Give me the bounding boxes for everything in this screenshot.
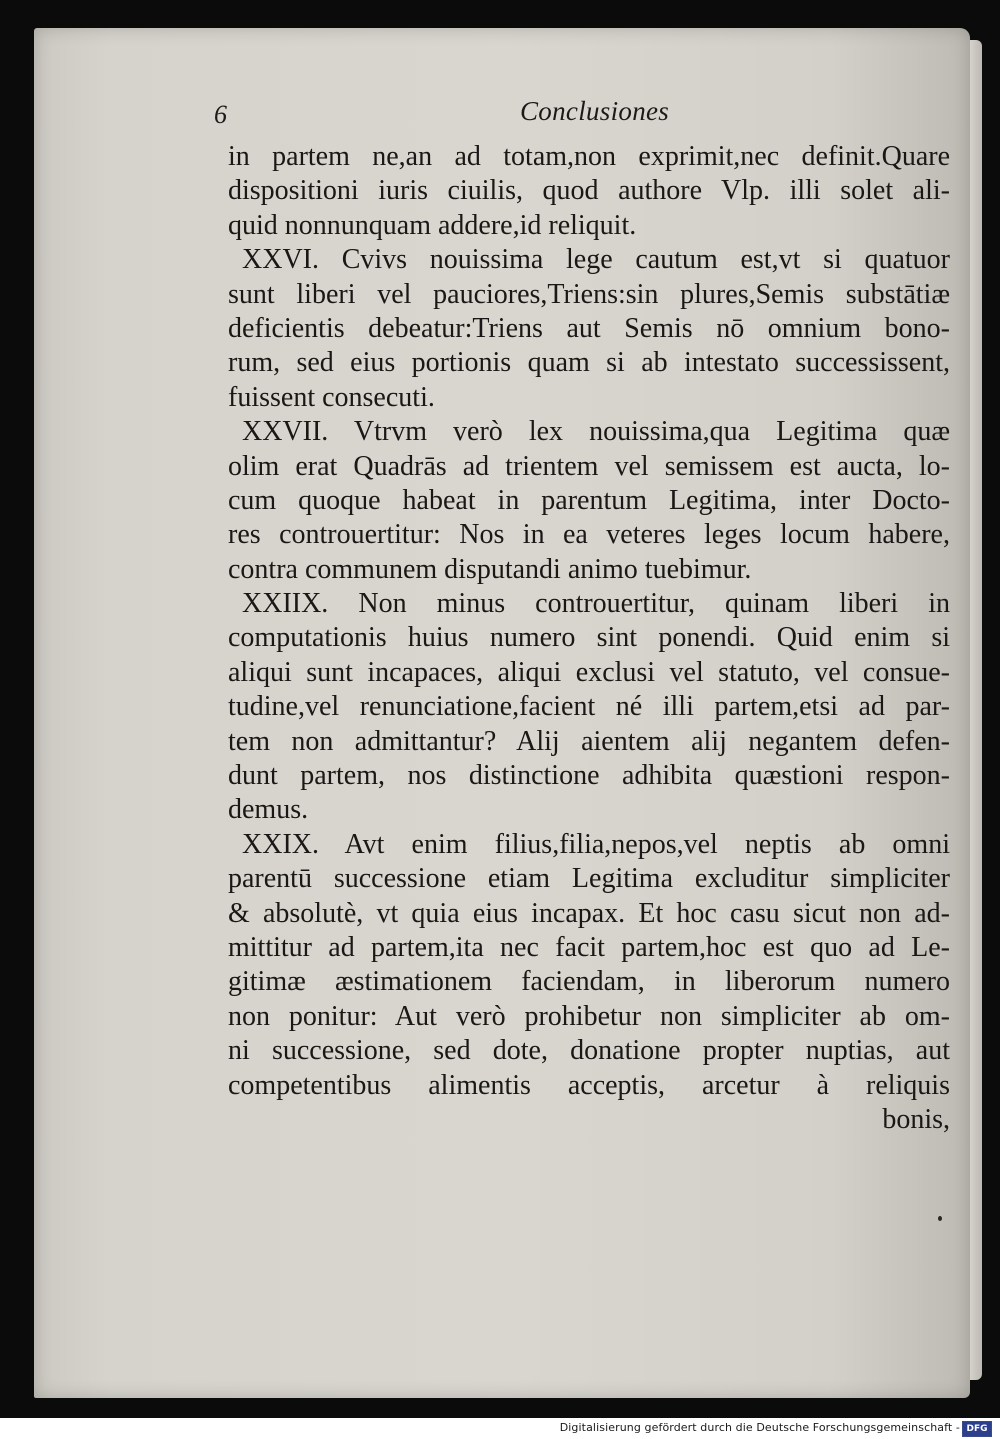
catchword: bonis, bbox=[882, 1103, 950, 1135]
text-line: demus. bbox=[228, 794, 309, 826]
text-line: aliqui sunt incapaces, aliqui exclusi vel statuto, vel consue- bbox=[228, 656, 950, 688]
running-head: Conclusiones bbox=[520, 96, 670, 126]
text-line: computationis huius numero sint ponendi. Quid enim si bbox=[228, 622, 950, 654]
text-line: cum quoque habeat in parentum Legitima, inter Docto- bbox=[228, 484, 950, 516]
body-text bbox=[228, 140, 950, 1137]
footer-bar bbox=[0, 1418, 1000, 1439]
paper-speck bbox=[938, 1216, 942, 1221]
funding-credit: Digitalisierung gefördert durch die Deutsche Forschungsgemeinschaft - bbox=[559, 1421, 960, 1434]
text-line: parentū successione etiam Legitima excluditur simpliciter bbox=[228, 863, 950, 895]
text-line: ni successione, sed dote, donatione propter nuptias, aut bbox=[228, 1035, 950, 1067]
text-line: in partem ne,an ad totam,non exprimit,nec definit.Quare bbox=[228, 141, 950, 172]
text-line: XXVII. Vtrvm verò lex nouissima,qua Legitima quæ bbox=[242, 416, 950, 448]
text-line: & absolutè, vt quia eius incapax. Et hoc casu sicut non ad- bbox=[228, 897, 950, 929]
text-line: tem non admittantur? Alij aientem alij negantem defen- bbox=[228, 725, 950, 757]
text-line: olim erat Quadrās ad trientem vel semissem est aucta, lo- bbox=[228, 450, 950, 482]
text-line: XXVI. Cvivs nouissima lege cautum est,vt si quatuor bbox=[242, 244, 950, 276]
page-header bbox=[0, 96, 1000, 136]
text-line: mittitur ad partem,ita nec facit partem,hoc est quo ad Le- bbox=[228, 931, 950, 963]
text-line: dispositioni iuris ciuilis, quod authore Vlp. illi solet ali- bbox=[228, 175, 950, 207]
page-number: 6 bbox=[214, 100, 227, 129]
text-line: rum, sed eius portionis quam si ab intestato successissent, bbox=[228, 347, 950, 379]
dfg-logo-icon: DFG bbox=[962, 1421, 992, 1437]
text-line: tudine,vel renunciatione,facient né illi partem,etsi ad par- bbox=[228, 691, 950, 723]
text-line: non ponitur: Aut verò prohibetur non simpliciter ab om- bbox=[228, 1000, 950, 1032]
text-line: contra communem disputandi animo tuebimur. bbox=[228, 553, 752, 585]
text-line: deficientis debeatur:Triens aut Semis nō omnium bono- bbox=[228, 312, 950, 344]
text-line: quid nonnunquam addere,id reliquit. bbox=[228, 209, 637, 241]
text-line: gitimæ æstimationem faciendam, in liberorum numero bbox=[228, 966, 950, 998]
text-line: dunt partem, nos distinctione adhibita quæstioni respon- bbox=[228, 760, 950, 792]
text-line: competentibus alimentis acceptis, arcetur à reliquis bbox=[228, 1069, 950, 1101]
text-line: XXIX. Avt enim filius,filia,nepos,vel neptis ab omni bbox=[242, 828, 950, 860]
text-line: fuissent consecuti. bbox=[228, 381, 435, 413]
text-line: XXIIX. Non minus controuertitur, quinam liberi in bbox=[242, 588, 950, 620]
text-line: sunt liberi vel pauciores,Triens:sin plures,Semis substātiæ bbox=[228, 278, 950, 310]
text-line: res controuertitur: Nos in ea veteres leges locum habere, bbox=[228, 519, 950, 551]
